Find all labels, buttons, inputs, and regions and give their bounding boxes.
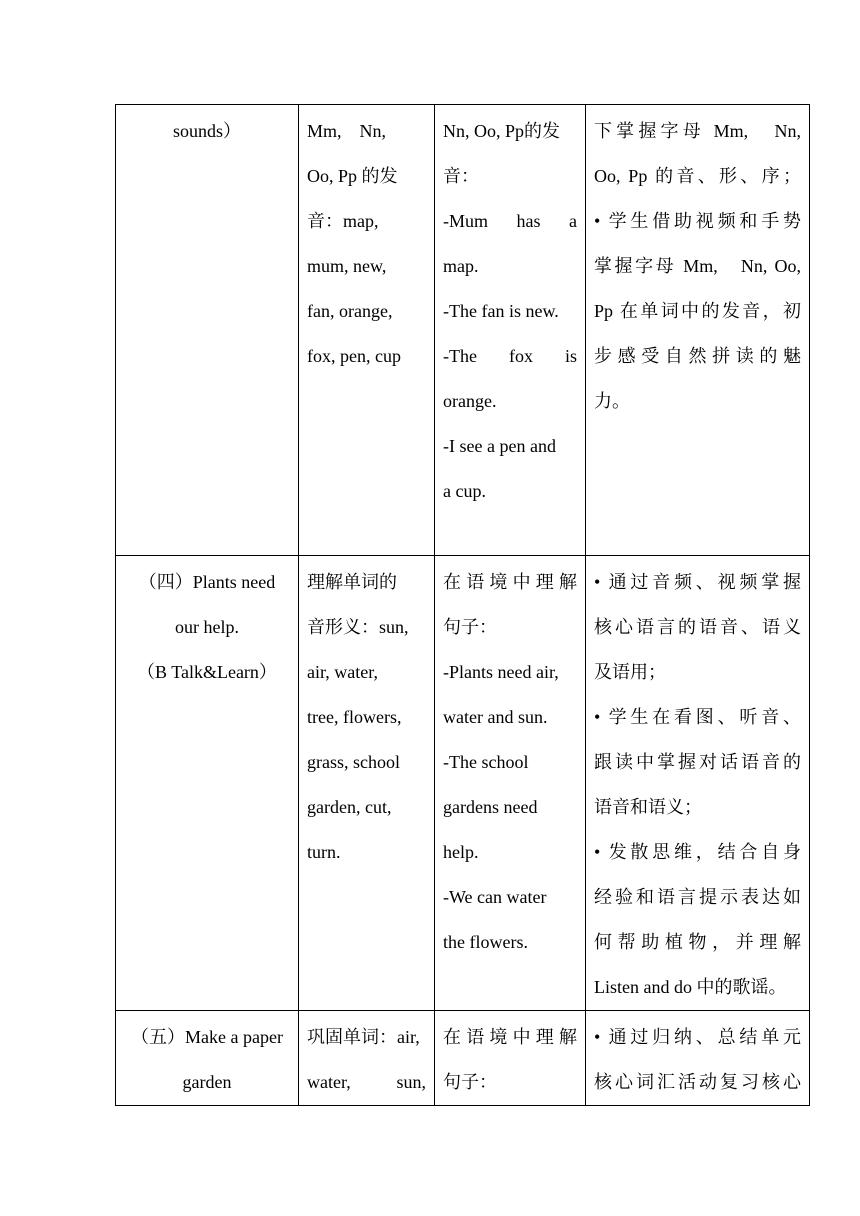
sentence-line: -The fan is new. (443, 301, 559, 321)
sentence-line: orange. (443, 391, 497, 411)
lesson-line: our help. (175, 617, 239, 637)
sentence-line: water and sun. (443, 707, 548, 727)
vocab-line: fan, orange, (307, 301, 393, 321)
table-row (116, 105, 810, 556)
sentences-cell (435, 556, 586, 1011)
vocab-line: 巩固单词：air, (307, 1027, 420, 1047)
sentence-line: the flowers. (443, 932, 528, 952)
vocab-line: grass, school (307, 752, 400, 772)
lesson-cell (116, 556, 299, 1011)
vocab-cell (299, 1011, 435, 1106)
lesson-line: （四）Plants need (138, 572, 276, 592)
goal-line: • 学生借助视频和手势 (594, 211, 801, 231)
sentence-line: 音： (443, 166, 479, 186)
vocab-line: 音形义：sun, (307, 617, 409, 637)
sentence-line: gardens need (443, 797, 538, 817)
lesson-line: （五）Make a paper (131, 1027, 283, 1047)
lesson-line: sounds） (172, 121, 241, 141)
goal-line: • 学生在看图、听音、 (594, 707, 801, 727)
goal-line: Listen and do 中的歌谣。 (594, 977, 787, 997)
sentence-line: 句子： (443, 1072, 497, 1092)
sentence-line: Nn, Oo, Pp的发 (443, 121, 561, 141)
goal-line: 核心语言的语音、语义 (594, 617, 801, 637)
vocab-cell (299, 105, 435, 556)
goal-line: • 通过音频、视频掌握 (594, 572, 801, 592)
goal-line: 力。 (594, 391, 630, 411)
goal-line: 步感受自然拼读的魅 (594, 346, 801, 366)
sentence-line: -We can water (443, 887, 547, 907)
sentence-line: 在语境中理解 (443, 572, 577, 592)
vocab-line: 音：map, (307, 211, 379, 231)
vocab-line: mum, new, (307, 256, 387, 276)
sentence-line: -Mum has a (443, 211, 577, 231)
vocab-cell (299, 556, 435, 1011)
lesson-cell (116, 1011, 299, 1106)
goal-line: 跟读中掌握对话语音的 (594, 752, 801, 772)
goals-cell (586, 105, 810, 556)
table-row (116, 556, 810, 1011)
goal-line: 何帮助植物，并理解 (594, 932, 801, 952)
sentence-line: -The fox is (443, 346, 577, 366)
sentence-line: -I see a pen and (443, 436, 556, 456)
vocab-line: tree, flowers, (307, 707, 402, 727)
sentences-cell (435, 1011, 586, 1106)
sentences-cell (435, 105, 586, 556)
vocab-line: 理解单词的 (307, 572, 397, 592)
vocab-line: garden, cut, (307, 797, 392, 817)
vocab-line: air, water, (307, 662, 379, 682)
sentence-line: 句子： (443, 617, 497, 637)
sentence-line: -The school (443, 752, 529, 772)
lesson-cell (116, 105, 299, 556)
goal-line: • 通过归纳、总结单元 (594, 1027, 801, 1047)
goal-line: 核心词汇活动复习核心 (594, 1072, 801, 1092)
vocab-line: turn. (307, 842, 341, 862)
goal-line: 掌握字母 Mm, Nn, Oo, (594, 256, 801, 276)
vocab-line: Mm, Nn, (307, 121, 387, 141)
goal-line: Oo, Pp 的音、形、序； (594, 166, 801, 186)
sentence-line: a cup. (443, 481, 486, 501)
lesson-line: （B Talk&Learn） (137, 662, 277, 682)
sentence-line: -Plants need air, (443, 662, 559, 682)
goal-line: 下掌握字母 Mm, Nn, (594, 121, 801, 141)
sentence-line: 在语境中理解 (443, 1027, 577, 1047)
vocab-line: water, sun, (307, 1072, 426, 1092)
goal-line: 语音和语义； (594, 797, 702, 817)
goal-line: • 发散思维，结合自身 (594, 842, 801, 862)
goal-line: 经验和语言提示表达如 (594, 887, 801, 907)
table-row (116, 1011, 810, 1106)
vocab-line: fox, pen, cup (307, 346, 401, 366)
lesson-line: garden (182, 1072, 232, 1092)
sentence-line: map. (443, 256, 479, 276)
lesson-plan-table (115, 104, 810, 1106)
sentence-line: help. (443, 842, 479, 862)
goals-cell (586, 556, 810, 1011)
goal-line: 及语用； (594, 662, 666, 682)
vocab-line: Oo, Pp 的发 (307, 166, 398, 186)
goal-line: Pp 在单词中的发音，初 (594, 301, 801, 321)
goals-cell (586, 1011, 810, 1106)
